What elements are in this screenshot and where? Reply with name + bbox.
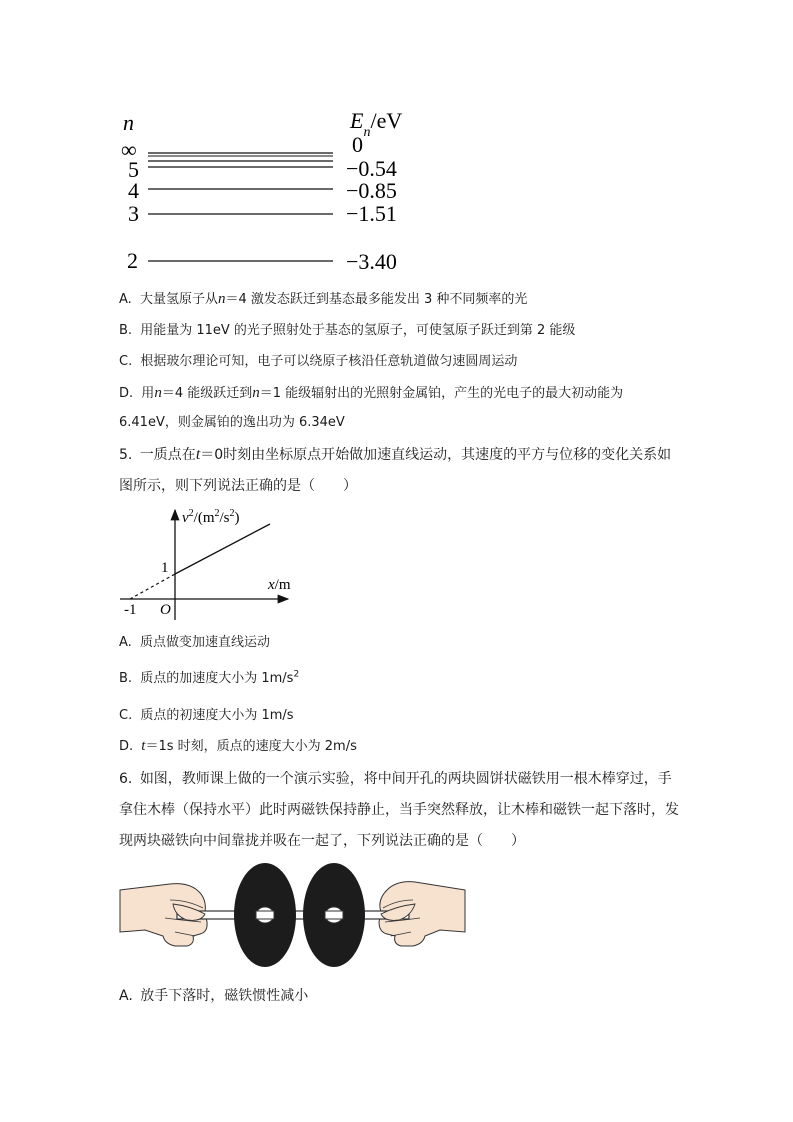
option-text: 用能量为 11eV 的光子照射处于基态的氢原子，可使氢原子跃迁到第 2 能级 (140, 323, 576, 338)
origin-label: O (160, 602, 171, 618)
left-magnet-disc (234, 863, 296, 967)
q4-option-a[interactable] (119, 289, 527, 310)
energy-level-3 (128, 201, 397, 226)
x-axis-label: x/m (268, 577, 291, 593)
option-text: 6.41eV，则金属铂的逸出功为 6.34eV (119, 415, 345, 430)
energy-axis-label: $E_n/eV$ (350, 108, 403, 140)
q6-option-a[interactable] (119, 985, 308, 1007)
option-label: A. (119, 292, 132, 307)
option-text: ＝1s 时刻，质点的速度大小为 2m/s (145, 739, 357, 754)
level-energy-label: −3.40 (346, 249, 397, 274)
level-n-label: 3 (128, 201, 139, 226)
option-text-pre: 大量氢原子从 (139, 292, 218, 307)
q6-stem-line2 (119, 799, 679, 821)
variable-t: t (141, 738, 146, 754)
option-text-rest: ＝1 能级辐射出的光照射金属铂，产生的光电子的最大初动能为 (259, 386, 624, 401)
option-label: D. (119, 739, 134, 754)
option-label: B. (119, 671, 133, 686)
energy-level-2 (127, 248, 397, 274)
graph-line-dashed (130, 574, 175, 599)
option-text-mid: ＝4 能级跃迁到 (161, 386, 253, 401)
variable-n: n (154, 385, 162, 401)
q4-option-b[interactable] (119, 321, 575, 341)
energy-level-diagram (0, 0, 793, 285)
level-n-label: 5 (128, 157, 139, 182)
level-energy-label: 0 (352, 132, 363, 157)
q5-option-c[interactable] (119, 706, 294, 726)
superscript: 2 (293, 669, 300, 680)
option-label: A. (119, 988, 133, 1004)
stem-text-rest: ＝0时刻由坐标原点开始做加速直线运动，其速度的平方与位移的变化关系如 (200, 447, 672, 463)
option-text: 质点的初速度大小为 1m/s (140, 708, 294, 723)
option-label: B. (119, 323, 133, 338)
stem-text: 如图，教师课上做的一个演示实验，将中间开孔的两块圆饼状磁铁用一根木棒穿过，手 (139, 771, 672, 787)
q5-stem-line1 (119, 444, 671, 466)
q5-option-a[interactable] (119, 633, 270, 653)
option-text-rest: ＝4 激发态跃迁到基态最多能发出 3 种不同频率的光 (225, 292, 528, 307)
q5-graph (110, 500, 310, 625)
energy-level-4 (128, 178, 397, 203)
energy-level-inf (121, 132, 363, 162)
stem-text: 图所示，则下列说法正确的是（ ） (119, 478, 357, 494)
q4-option-d-line2 (119, 413, 345, 433)
q5-stem-line2 (119, 475, 357, 497)
q4-option-c[interactable] (119, 352, 517, 372)
option-text: 根据玻尔理论可知，电子可以绕原子核沿任意轨道做匀速圆周运动 (140, 354, 518, 369)
y-axis-label: $v^2/(m^2/s^2)$ (182, 508, 240, 526)
option-text: 放手下落时，磁铁惯性减小 (140, 988, 309, 1004)
option-label: C. (119, 708, 133, 723)
q6-stem-line1 (119, 768, 672, 790)
variable-n: n (252, 385, 260, 401)
graph-line (175, 524, 270, 574)
right-magnet-disc (303, 863, 365, 967)
option-label: D. (119, 386, 134, 401)
option-text: 质点的加速度大小为 1m/s (140, 671, 294, 686)
variable-t: t (195, 446, 201, 463)
level-energy-label: −0.54 (346, 156, 397, 181)
q5-option-b[interactable] (119, 669, 299, 689)
stem-text-pre: 一质点在 (139, 447, 196, 463)
variable-n: n (217, 291, 226, 307)
stem-text: 现两块磁铁向中间靠拢并吸在一起了，下列说法正确的是（ ） (119, 833, 525, 849)
magnet-experiment-illustration (115, 860, 470, 970)
level-n-label: 4 (128, 178, 139, 203)
q4-option-d[interactable] (119, 383, 623, 404)
option-text-pre: 用 (141, 386, 155, 401)
stem-text: 拿住木棒（保持水平）此时两磁铁保持静止，当手突然释放，让木棒和磁铁一起下落时，发 (119, 802, 679, 818)
q5-option-d[interactable] (119, 736, 357, 757)
y-tick-label: 1 (161, 560, 169, 576)
question-number: 5. (119, 447, 133, 463)
option-text: 质点做变加速直线运动 (139, 635, 270, 650)
level-n-label: 2 (127, 248, 138, 273)
level-energy-label: −1.51 (346, 201, 397, 226)
x-tick-label: -1 (124, 602, 137, 618)
q6-stem-line3 (119, 830, 525, 852)
level-energy-label: −0.85 (346, 178, 397, 203)
option-label: A. (119, 635, 132, 650)
option-label: C. (119, 354, 133, 369)
n-axis-label: n (123, 110, 134, 135)
level-n-label: ∞ (121, 137, 137, 162)
question-number: 6. (119, 771, 133, 787)
